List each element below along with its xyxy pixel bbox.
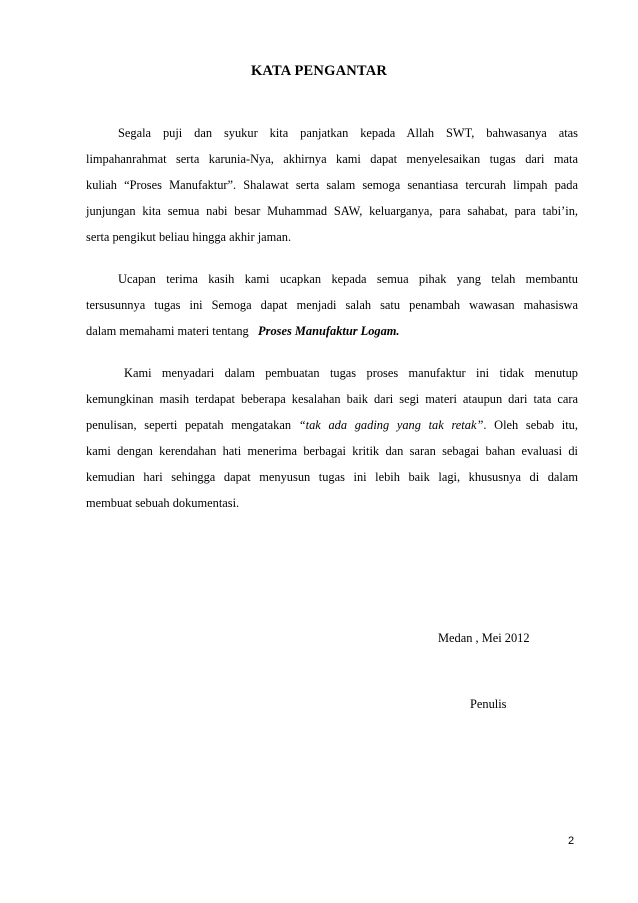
course-title-emphasis: Proses Manufaktur Logam. xyxy=(258,324,400,338)
paragraph-3-line: membuat sebuah dokumentasi. xyxy=(86,496,240,510)
document-body xyxy=(86,120,578,516)
paragraph-1-line: junjungan kita semua nabi besar Muhammad SAW, keluarganya, para sahabat, para tabi’in, xyxy=(86,204,578,218)
place-date: Medan , Mei 2012 xyxy=(438,631,530,645)
paragraph-1 xyxy=(86,120,578,250)
paragraph-3-line: kemudian hari sehingga dapat menyusun tugas ini lebih baik lagi, khususnya di dalam xyxy=(86,470,578,484)
paragraph-3 xyxy=(86,360,578,516)
paragraph-2-text: dalam memahami materi tentang xyxy=(86,324,249,338)
paragraph-1-line: Segala puji dan syukur kita panjatkan kepada Allah SWT, bahwasanya atas xyxy=(118,126,578,140)
paragraph-1-line: limpahanrahmat serta karunia-Nya, akhirnya kami dapat menyelesaikan tugas dari mata xyxy=(86,152,578,166)
paragraph-3-text: penulisan, seperti pepatah mengatakan xyxy=(86,418,292,432)
paragraph-2 xyxy=(86,266,578,344)
paragraph-1-line: kuliah “Proses Manufaktur”. Shalawat serta salam semoga senantiasa tercurah limpah pada xyxy=(86,178,578,192)
paragraph-3-line: Kami menyadari dalam pembuatan tugas proses manufaktur ini tidak menutup xyxy=(124,366,578,380)
paragraph-2-line: tersusunnya tugas ini Semoga dapat menjadi salah satu penambah wawasan mahasiswa xyxy=(86,298,578,312)
paragraph-3-line: kami dengan kerendahan hati menerima berbagai kritik dan saran sebagai bahan evaluasi di xyxy=(86,444,578,458)
paragraph-3-line xyxy=(86,412,578,438)
page-number: 2 xyxy=(568,835,575,847)
paragraph-3-text: . Oleh sebab itu, xyxy=(483,418,578,432)
paragraph-3-line: kemungkinan masih terdapat beberapa kesalahan baik dari segi materi ataupun dari tata cara xyxy=(86,392,578,406)
paragraph-2-line xyxy=(86,318,578,344)
page-title: KATA PENGANTAR xyxy=(250,63,388,79)
paragraph-2-line: Ucapan terima kasih kami ucapkan kepada semua pihak yang telah membantu xyxy=(118,272,578,286)
author-signature: Penulis xyxy=(470,697,507,711)
paragraph-1-line: serta pengikut beliau hingga akhir jaman. xyxy=(86,230,292,244)
proverb-quote: “tak ada gading yang tak retak” xyxy=(298,418,484,432)
